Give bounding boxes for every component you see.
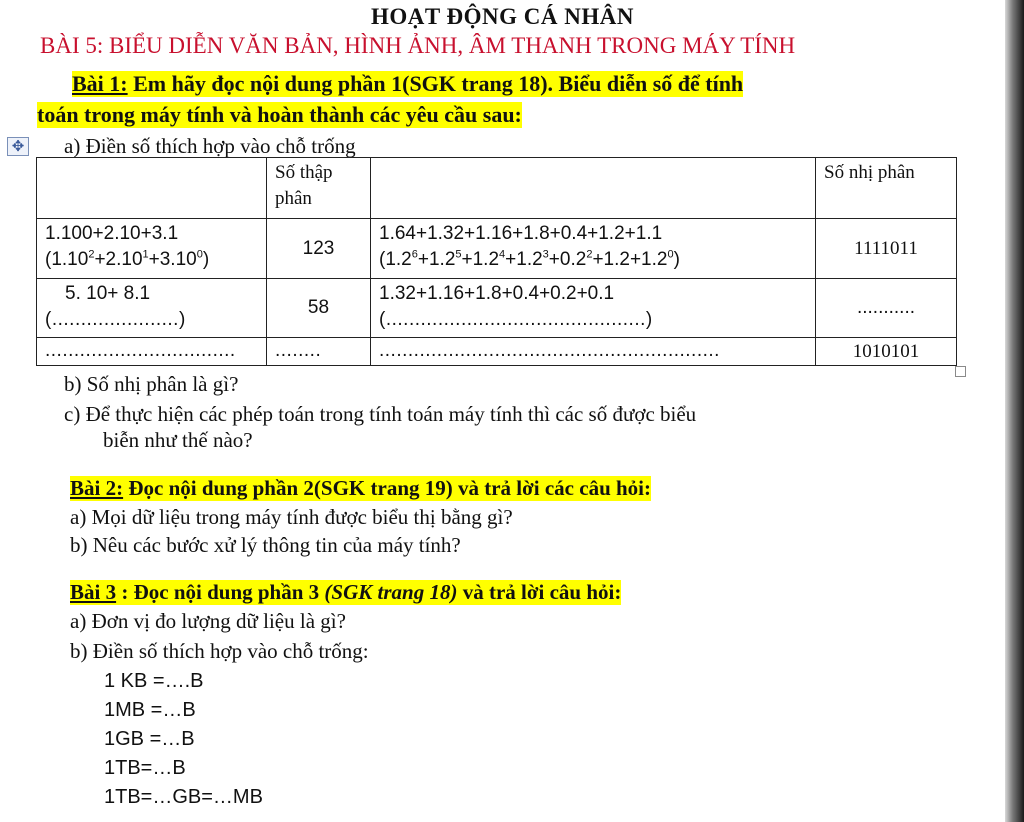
bai2-prompt (70, 476, 651, 501)
bai1-question-a: a) Điền số thích hợp vào chỗ trống (64, 134, 356, 158)
bai3-text: : Đọc nội dung phần 3 (116, 580, 325, 604)
page-heading: HOẠT ĐỘNG CÁ NHÂN (370, 4, 634, 29)
header-cell-empty (371, 158, 816, 219)
bai1-text1: Em hãy đọc nội dung phần 1(SGK trang 18). Biểu diễn số để tính (127, 71, 744, 96)
cell-binary: 1111011 (816, 219, 957, 279)
bai2-label: Bài 2: (70, 476, 124, 500)
equation-line: 1 KB =….B (104, 670, 204, 692)
bai1-question-c-line2: biễn như thế nào? (103, 428, 253, 452)
equation-line: 1GB =…B (104, 728, 195, 750)
cell-line: 1.64+1.32+1.16+1.8+0.4+1.2+1.1 (379, 223, 663, 244)
table-header-row (37, 158, 957, 219)
bai3-label: Bài 3 (70, 580, 117, 604)
cell-line: 1.32+1.16+1.8+0.4+0.2+0.1 (379, 283, 615, 304)
table-row (37, 338, 957, 366)
lesson-title: BÀI 5: BIỂU DIỄN VĂN BẢN, HÌNH ẢNH, ÂM THANH TRONG MÁY TÍNH (40, 33, 796, 58)
cell-binary-expansion (371, 219, 816, 279)
cell-fill-blank: ................................. (37, 338, 267, 366)
bai1-prompt-line1 (72, 71, 743, 97)
header-decimal: Số thập phân (267, 158, 371, 219)
bai2-text: Đọc nội dung phần 2(SGK trang 19) và trả lời các câu hỏi: (123, 476, 652, 500)
cell-expansion (37, 219, 267, 279)
cell-line: $(1.10^2+2.10^1+3.10^0)$ (45, 248, 210, 270)
cell-fill-blank: ........ (267, 338, 371, 366)
move-cross-icon[interactable]: ✥ (7, 137, 29, 156)
bai3-question-b: b) Điền số thích hợp vào chỗ trống: (70, 639, 369, 663)
cell-line: $(1.2^6+1.2^5+1.2^4+1.2^3+0.2^2+1.2+1.2^0)$ (379, 248, 680, 270)
bai1-label: Bài 1: (72, 71, 128, 96)
bai3-text-italic: (SGK trang 18) (324, 580, 458, 604)
bai3-prompt (70, 580, 621, 605)
cell-expansion (37, 279, 267, 338)
cell-fill-blank: (......................) (45, 309, 186, 330)
bai1-prompt-line2: toán trong máy tính và hoàn thành các yêu cầu sau: (37, 102, 522, 127)
window-edge (1005, 0, 1024, 822)
cell-decimal: 58 (267, 279, 371, 338)
cell-binary: 1010101 (816, 338, 957, 366)
cell-fill-blank: (.............................................) (379, 309, 653, 330)
cell-line: 1.100+2.10+3.1 (45, 223, 179, 244)
bai3-question-a: a) Đơn vị đo lượng dữ liệu là gì? (70, 609, 346, 633)
cell-binary-expansion (371, 279, 816, 338)
equation-line: 1TB=…B (104, 757, 186, 779)
equation-line: 1TB=…GB=…MB (104, 786, 263, 808)
cell-fill-blank: ........................................................... (371, 338, 816, 366)
header-binary: Số nhị phân (816, 158, 957, 219)
bai2-question-a: a) Mọi dữ liệu trong máy tính được biểu thị bằng gì? (70, 505, 513, 529)
header-cell-empty (37, 158, 267, 219)
table-row (37, 279, 957, 338)
cell-decimal: 123 (267, 219, 371, 279)
cell-binary-blank: ........... (816, 279, 957, 338)
number-conversion-table (36, 157, 957, 366)
cell-end-marker-icon (955, 366, 966, 377)
bai2-question-b: b) Nêu các bước xử lý thông tin của máy tính? (70, 533, 461, 557)
equation-line: 1MB =…B (104, 699, 196, 721)
bai3-text-end: và trả lời câu hỏi: (457, 580, 622, 604)
cell-line: 5. 10+ 8.1 (65, 283, 151, 304)
bai1-question-b: b) Số nhị phân là gì? (64, 372, 239, 396)
table-row (37, 219, 957, 279)
bai1-question-c-line1: c) Để thực hiện các phép toán trong tính toán máy tính thì các số được biểu (64, 402, 697, 426)
